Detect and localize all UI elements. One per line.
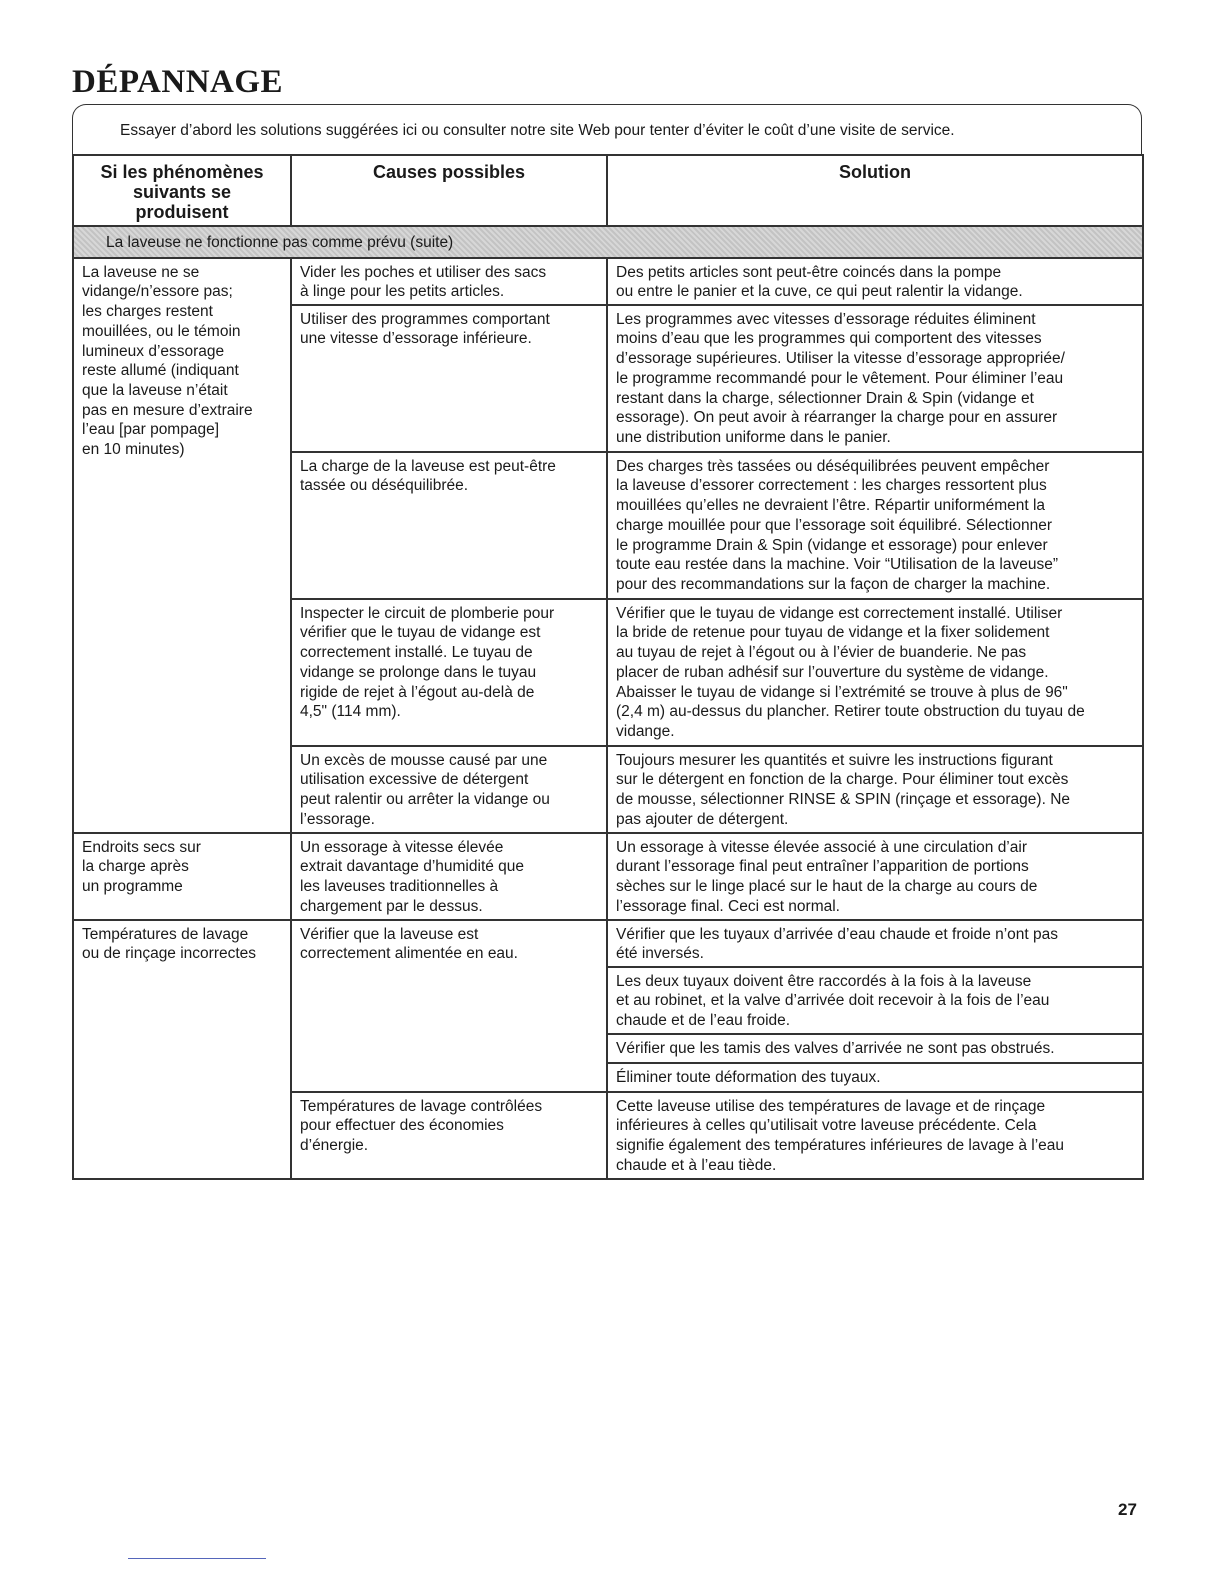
problem-cell: La laveuse ne se vidange/n’essore pas; les charges restent mouillées, ou le témoin lumineux d’essorage reste allumé (indiquant que la laveuse n’était pas en mesure d’extraire l’eau [par pompage] en 10 minutes) [73, 258, 291, 833]
cause-cell: Inspecter le circuit de plomberie pour vérifier que le tuyau de vidange est correctement installé. Le tuyau de vidange se prolonge dans le tuyau rigide de rejet à l’égout au-delà de 4,5" (114 mm). [291, 599, 607, 746]
section-row [73, 226, 1143, 258]
solution-cell: Des petits articles sont peut-être coincés dans la pompe ou entre le panier et la cuve, ce qui peut ralentir la vidange. [607, 258, 1143, 305]
solution-cell: Cette laveuse utilise des températures de lavage et de rinçage inférieures à celles qu’utilisait votre laveuse précédente. Cela signifie également des températures inférieures de lavage à l’eau chaude et à l’eau tiède. [607, 1092, 1143, 1179]
cause-cell: Vérifier que la laveuse est correctement alimentée en eau. [291, 920, 607, 1092]
table-row [73, 258, 1143, 305]
solution-cell: Des charges très tassées ou déséquilibrées peuvent empêcher la laveuse d’essorer correctement : les charges ressortent plus mouillées qu’elles ne devraient l’être. Répartir uniformément la charge mouillée pour que l’essorage soit équilibré. Sélectionner le programme Drain & Spin (vidange et essorage) pour enlever toute eau restée dans la machine. Voir “Utilisation de la laveuse” pour des recommandations sur la façon de charger la machine. [607, 452, 1143, 599]
troubleshooting-table [72, 154, 1144, 1180]
table-row [73, 920, 1143, 967]
page-number: 27 [1118, 1500, 1137, 1519]
page-title: DÉPANNAGE [72, 64, 284, 100]
problem-cell: Températures de lavage ou de rinçage incorrectes [73, 920, 291, 1179]
cause-cell: Un excès de mousse causé par une utilisation excessive de détergent peut ralentir ou arrêter la vidange ou l’essorage. [291, 746, 607, 833]
header-solution: Solution [607, 155, 1143, 226]
solution-cell: Un essorage à vitesse élevée associé à une circulation d’air durant l’essorage final peut entraîner l’apparition de portions sèches sur le linge placé sur le haut de la charge au cours de l’essorage final. Ceci est normal. [607, 833, 1143, 920]
solution-cell: Les deux tuyaux doivent être raccordés à la fois à la laveuse et au robinet, et la valve d’arrivée doit recevoir à la fois de l’eau chaude et de l’eau froide. [607, 967, 1143, 1034]
solution-cell: Vérifier que les tamis des valves d’arrivée ne sont pas obstrués. [607, 1034, 1143, 1063]
cause-cell: La charge de la laveuse est peut-être tassée ou déséquilibrée. [291, 452, 607, 599]
solution-cell: Vérifier que les tuyaux d’arrivée d’eau chaude et froide n’ont pas été inversés. [607, 920, 1143, 967]
solution-cell: Toujours mesurer les quantités et suivre les instructions figurant sur le détergent en fonction de la charge. Pour éliminer tout excès de mousse, sélectionner RINSE & SPIN (rinçage et essorage). Ne pas ajouter de détergent. [607, 746, 1143, 833]
header-row [73, 155, 1143, 226]
solution-cell: Éliminer toute déformation des tuyaux. [607, 1063, 1143, 1092]
header-problem: Si les phénomènes suivants se produisent [73, 155, 291, 226]
cause-cell: Vider les poches et utiliser des sacs à linge pour les petits articles. [291, 258, 607, 305]
cause-cell: Utiliser des programmes comportant une vitesse d’essorage inférieure. [291, 305, 607, 452]
cause-cell: Températures de lavage contrôlées pour effectuer des économies d’énergie. [291, 1092, 607, 1179]
intro-text: Essayer d’abord les solutions suggérées ici ou consulter notre site Web pour tenter d’éviter le coût d’une visite de service. [120, 122, 955, 139]
cause-cell: Un essorage à vitesse élevée extrait davantage d’humidité que les laveuses traditionnelles à chargement par le dessus. [291, 833, 607, 920]
section-title: La laveuse ne fonctionne pas comme prévu (suite) [73, 226, 1143, 258]
header-causes: Causes possibles [291, 155, 607, 226]
footer-rule [128, 1558, 266, 1559]
solution-cell: Vérifier que le tuyau de vidange est correctement installé. Utiliser la bride de retenue pour tuyau de vidange et la fixer solidement au tuyau de rejet à l’égout ou à l’évier de buanderie. Ne pas placer de ruban adhésif sur l’ouverture du système de vidange. Abaisser le tuyau de vidange si l’extrémité se trouve à plus de 96" (2,4 m) au-dessus du plancher. Retirer toute obstruction du tuyau de vidange. [607, 599, 1143, 746]
table-row [73, 833, 1143, 920]
solution-cell: Les programmes avec vitesses d’essorage réduites éliminent moins d’eau que les programmes qui comportent des vitesses d’essorage supérieures. Utiliser la vitesse d’essorage appropriée/ le programme recommandé pour le vêtement. Pour éliminer l’eau restant dans la charge, sélectionner Drain & Spin (vidange et essorage). On peut avoir à réarranger la charge pour en assurer une distribution uniforme dans le panier. [607, 305, 1143, 452]
problem-cell: Endroits secs sur la charge après un programme [73, 833, 291, 920]
